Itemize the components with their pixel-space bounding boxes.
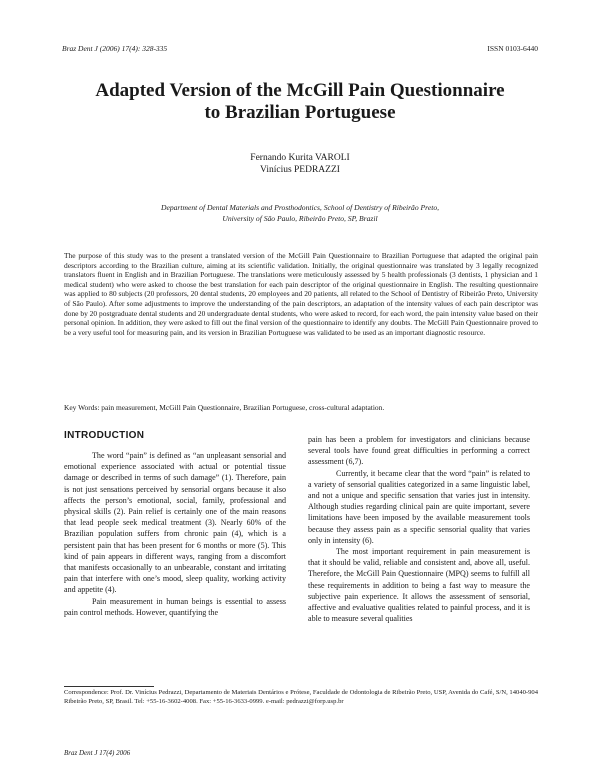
page-footer: Braz Dent J 17(4) 2006: [64, 749, 131, 757]
section-heading-introduction: INTRODUCTION: [64, 430, 145, 441]
correspondence-footnote: Correspondence: Prof. Dr. Vinícius Pedrazzi, Departamento de Materiais Dentários e Prótese, Faculdade de Odontologia de Ribeirão Preto, USP, Avenida do Café, S/N, 14040-904 Ribeirão Preto, SP, Brasil. Tel: +55-16-3602-4008. Fax: +55-16-3633-0999. e-mail: pedrazzi@forp.usp.br: [64, 689, 538, 705]
issn: ISSN 0103-6440: [487, 44, 538, 53]
author-name: Fernando Kurita VAROLI: [250, 153, 350, 163]
running-head: [62, 44, 538, 56]
paper-title: [60, 80, 540, 124]
right-column: [308, 434, 530, 624]
body-paragraph: The most important requirement in pain measurement is that it should be valid, reliable and consistent and, above all, useful. Therefore, the McGill Pain Questionnaire (MPQ) seems to fulfill all these requirements in addition to being a fast way to measure the subjective pain experience. It allows the assessment of sensorial, affective and evaluative qualities related to painful process, and it is able to measure several qualities: [308, 547, 530, 624]
paper-title-line-2: to Brazilian Portuguese: [204, 102, 396, 123]
author-affiliation: [80, 203, 520, 224]
affiliation-line-2: University of São Paulo, Ribeirão Preto, SP, Brazil: [222, 213, 378, 223]
paper-title-line-1: Adapted Version of the McGill Pain Questionnaire: [95, 80, 505, 101]
affiliation-line-1: Department of Dental Materials and Prosthodontics, School of Dentistry of Ribeirão Preto,: [160, 203, 440, 212]
abstract: The purpose of this study was to the present a translated version of the McGill Pain Questionnaire to Brazilian Portuguese that adapted the original pain descriptors according to the Brazilian culture, aiming at its scientific validation. Initially, the original questionnaire was translated by 3 legally recognized translators fluent in English and in Brazilian Portuguese. The translations were meticulously assessed by 5 health professionals (3 dentists, 1 physician and 1 medical student) who were asked to choose the best translation for each pain descriptor of the original questionnaire in English. The resulting questionnaire was applied to 80 subjects (20 professors, 20 dental students, 20 employees and 20 patients, all related to the School of Dentistry of Ribeirão Preto, University of São Paulo). After some adjustments to improve the understanding of the pain descriptors, an adaptation of the intensity values of each pain descriptor was done by 20 postgraduate dental students and 20 undergraduate dental students, who were asked to record, for each word, the pain intensity value based on their personal opinion. In addition, they were asked to fill out the final version of the questionnaire to identify any doubts. The McGill Pain Questionnaire proved to be a very useful tool for measuring pain, and its version in Brazilian Portuguese was validated to be used as an important diagnostic resource.: [64, 251, 538, 337]
left-column: [64, 430, 286, 618]
author-name: Vinícius PEDRAZZI: [260, 165, 340, 175]
body-paragraph: pain has been a problem for investigators and clinicians because several tools have found great difficulties in performing a correct assessment (6,7).: [308, 435, 530, 467]
body-paragraph: Currently, it became clear that the word “pain” is related to a variety of sensorial qualities categorized in a same linguistic label, and not a unique and specific sensation that varies just in intensity. Although studies regarding clinical pain are quite important, severe limitations have been imposed by the available measurement tools because they assess pain as a specific sensorial quality that varies only in intensity (6).: [308, 468, 530, 545]
body-paragraph: The word “pain” is defined as “an unpleasant sensorial and emotional experience associated with actual or potential tissue damage or described in terms of such damage” (1). Therefore, pain is not just sensations perceived by sensorial organs because it also affects the person’s emotional, social, family, professional and physical skills (2). Pain relief is certainly one of the main reasons that lead people seek medical treatment (3). Nearly 60% of the Brazilian population suffers from chronic pain (4), which is a persistent pain that has been present for 6 months or more (5). This kind of pain appears in different ways, ranging from a discomfort that manifests occasionally to an unbearable, constant and irritating pain that interfere with one’s mood, sleep quality, working activity and appetite (4).: [64, 451, 286, 595]
footnote-divider: [64, 686, 154, 687]
journal-citation: Braz Dent J (2006) 17(4): 328-335: [62, 44, 168, 53]
author-list: [100, 152, 500, 176]
keywords: Key Words: pain measurement, McGill Pain Questionnaire, Brazilian Portuguese, cross-cultural adaptation.: [64, 403, 385, 412]
body-paragraph: Pain measurement in human beings is essential to assess pain control methods. However, quantifying the: [64, 596, 286, 617]
